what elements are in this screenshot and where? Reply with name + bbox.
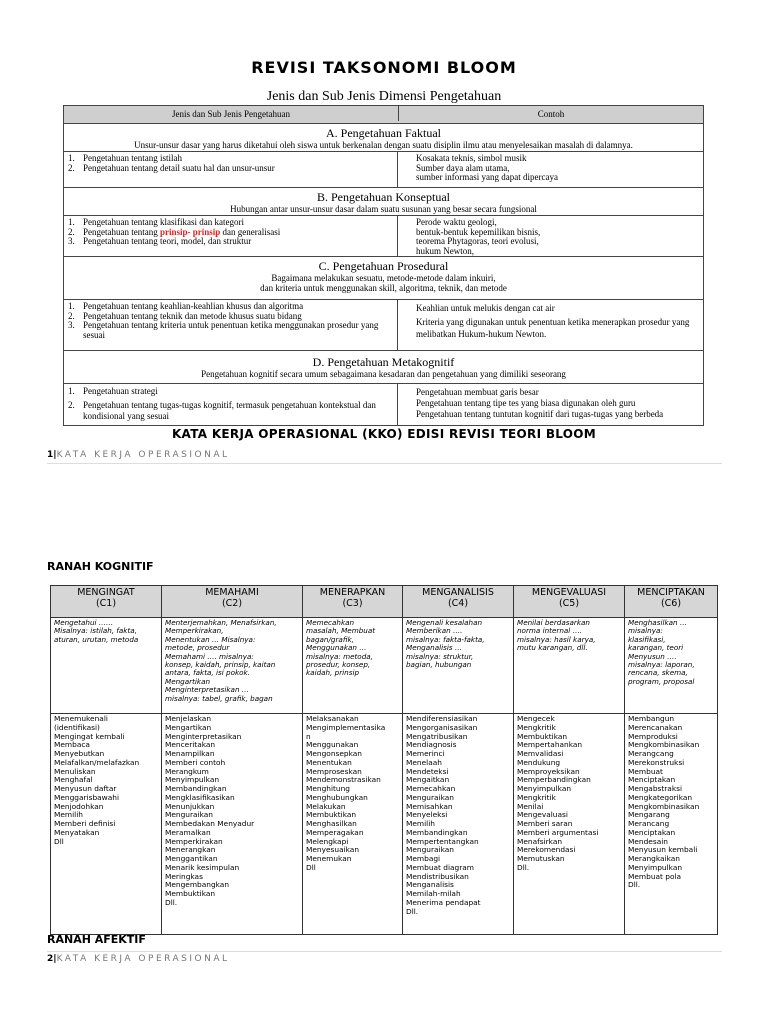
section-d-desc: Pengetahuan kognitif secara umum sebagaimana kesadaran dan pengetahuan yang dimiliki seseorang <box>201 369 566 379</box>
list-item: Menceritakan <box>165 740 216 750</box>
example-line: Menginterpretasikan … <box>165 685 249 695</box>
list-item: Menyesuaikan <box>306 845 360 855</box>
list-item: Mengembangkan <box>165 880 230 890</box>
list-item: Merencanakan <box>628 722 683 732</box>
list-item: 3. Pengetahuan tentang kriteria untuk penentuan ketika menggunakan prosedur yang sesuai <box>68 320 379 340</box>
list-item: Memecahkan <box>406 784 456 793</box>
highlighted-term: prinsip- prinsip <box>159 226 221 237</box>
list-item: Memisahkan <box>406 801 453 811</box>
kko-verb-list <box>162 714 302 934</box>
list-item: Merangcang <box>628 749 674 758</box>
list-item: Memperkirakan <box>165 836 223 846</box>
kko-example-cell <box>51 618 161 714</box>
list-item: Memilah-milah <box>406 889 461 898</box>
list-item: Membandingkan <box>406 827 468 837</box>
list-item: 2. Pengetahuan tentang tugas-tugas kognitif, termasuk pengetahuan kontekstual dan kondisional yang sesuai <box>68 399 376 421</box>
example-line: sumber informasi yang dapat dipercaya <box>416 172 558 182</box>
list-item: Merangkaikan <box>628 854 680 863</box>
list-item: Menyimpulkan <box>517 784 572 793</box>
list-item: Mendemonstrasikan <box>306 775 381 785</box>
kko-level-name: MEMAHAMI <box>205 587 259 598</box>
list-item: Menerangkan <box>165 845 216 855</box>
example-line: Menganalisis … <box>406 643 463 653</box>
list-item: Menentukan <box>306 757 352 767</box>
list-item: Membuat diagram <box>406 862 475 872</box>
list-item: Mengkombinasikan <box>628 801 700 811</box>
list-item: Menyatakan <box>54 827 100 837</box>
list-item: Melakukan <box>306 801 346 811</box>
list-item: Menjodohkan <box>54 801 104 811</box>
page-footer-2: 2|KATA KERJA OPERASIONAL <box>47 954 230 964</box>
example-line: konsep, kaidah, prinsip, kaitan <box>165 660 276 670</box>
list-item: Menggarisbawahi <box>54 792 119 802</box>
section-b-header <box>64 188 703 216</box>
list-item: Mengevaluasi <box>517 810 568 820</box>
list-item: Mempertentangkan <box>406 836 479 846</box>
kko-column-header <box>625 586 717 618</box>
kko-column-mengevaluasi <box>514 586 625 934</box>
example-line: Pengetahuan tentang tipe tes yang biasa digunakan oleh guru <box>416 398 636 408</box>
list-item: 1. Pengetahuan tentang istilah <box>68 153 182 163</box>
list-item: Memproseskan <box>306 766 362 776</box>
example-line: Misalnya: istilah, fakta, <box>54 626 137 636</box>
list-item: Mengecek <box>517 714 555 723</box>
kko-level-code: (C5) <box>558 598 580 609</box>
example-line: misalnya: fakta-fakta, <box>406 634 485 644</box>
list-item: Merekomendasi <box>517 845 576 855</box>
list-item: Mempertahankan <box>517 740 583 750</box>
list-item: Menguraikan <box>406 845 454 855</box>
section-c-title: C. Pengetahuan Prosedural <box>318 259 449 273</box>
example-line: Pengetahuan tentang tuntutan kognitif dari tugas-tugas yang berbeda <box>416 409 664 419</box>
list-item: Menyeleksi <box>406 810 448 820</box>
kko-verb-list <box>51 714 161 934</box>
list-item: Menunjukkan <box>165 801 215 811</box>
example-line: aturan, urutan, metoda <box>54 634 139 644</box>
list-item: Menerima pendapat <box>406 897 481 907</box>
section-a-desc: Unsur-unsur dasar yang harus diketahui oleh siswa untuk berkenalan dengan suatu disiplin ilmu atau menyelesaikan masalah di dalamnya. <box>134 140 633 150</box>
list-item: Menghafal <box>54 775 93 785</box>
list-item: Menyusun daftar <box>54 784 117 793</box>
list-item: Membedakan Menyadur <box>165 819 255 828</box>
list-item: Memberi contoh <box>165 757 226 767</box>
list-item: Menuliskan <box>54 766 96 776</box>
list-item: Memberi definisi <box>54 819 116 828</box>
list-item: Melengkapi <box>306 836 349 846</box>
list-item: Memproduksi <box>628 731 678 741</box>
list-item: Mengkritik <box>517 722 556 732</box>
example-line: Keahlian untuk melukis dengan cat air <box>416 303 555 313</box>
example-line: norma internal …. <box>517 626 583 636</box>
list-item: Menguraikan <box>406 792 454 802</box>
list-item: Menyimpulkan <box>628 862 683 872</box>
example-line: Sumber daya alam utama, <box>416 162 510 173</box>
example-line: misalnya: hasil karya, <box>517 634 596 644</box>
kko-column-header <box>403 586 513 618</box>
example-line: misalnya: <box>628 626 663 636</box>
list-item: 1. Pengetahuan tentang klasifikasi dan kategori <box>68 217 244 227</box>
example-line: Memberikan …. <box>406 626 463 636</box>
list-item: Menyusun kembali <box>628 845 698 855</box>
section-a-header <box>64 124 703 152</box>
list-item: Merangkum <box>165 766 209 776</box>
kko-column-header <box>51 586 161 618</box>
list-item: Memvalidasi <box>517 749 564 758</box>
example-line: masalah, Membuat <box>306 626 376 636</box>
list-item: Dll. <box>165 897 178 907</box>
example-line: Menggunakan … <box>306 643 367 653</box>
list-item: Mengkategorikan <box>628 792 693 802</box>
kko-verb-list <box>303 714 402 934</box>
list-item: Mendeteksi <box>406 766 449 776</box>
section-c-row <box>64 300 703 351</box>
kko-column-menerapkan <box>303 586 403 934</box>
kko-level-code: (C6) <box>660 598 682 609</box>
example-line: Mengartikan <box>165 676 211 686</box>
list-item: Menggantikan <box>165 854 218 863</box>
list-item: n <box>306 731 311 741</box>
list-item: 2. Pengetahuan tentang prinsip- prinsip dan generalisasi <box>68 226 281 237</box>
list-item: Meringkas <box>165 871 203 881</box>
list-item: Membangun <box>628 714 675 723</box>
list-item: Memerinci <box>406 749 445 758</box>
example-line: program, proposal <box>628 676 695 686</box>
section-b-title: B. Pengetahuan Konseptual <box>317 190 450 204</box>
kko-column-menganalisis <box>403 586 514 934</box>
list-item: 3. Pengetahuan tentang teori, model, dan struktur <box>68 236 252 246</box>
example-line: Mengenali kesalahan <box>406 618 483 627</box>
example-line: Memperkirakan, <box>165 626 224 636</box>
list-item: Membuktikan <box>517 731 568 741</box>
list-item: Menafsirkan <box>517 836 563 846</box>
kko-verb-list <box>625 714 717 934</box>
example-line: bagian, hubungan <box>406 660 472 670</box>
kko-level-name: MENCIPTAKAN <box>637 587 705 598</box>
kko-level-name: MENGINGAT <box>77 587 135 598</box>
list-item: Memilih <box>406 819 435 828</box>
example-line: bagan/grafik, <box>306 634 354 644</box>
list-item: Mendesain <box>628 836 668 846</box>
kko-example-cell <box>162 618 302 714</box>
list-item: Memberi argumentasi <box>517 827 599 837</box>
header-contoh: Contoh <box>398 106 703 121</box>
knowledge-dimension-table <box>63 105 704 426</box>
kko-heading: KATA KERJA OPERASIONAL (KKO) EDISI REVISI TEORI BLOOM <box>171 427 597 441</box>
footer-divider <box>47 463 722 464</box>
list-item: Menjelaskan <box>165 714 212 723</box>
example-line: klasifikasi, <box>628 634 666 644</box>
footer-text: KATA KERJA OPERASIONAL <box>56 450 230 460</box>
kko-column-header <box>162 586 302 618</box>
list-item: Menampilkan <box>165 749 215 758</box>
kko-example-cell <box>514 618 624 714</box>
list-item: Mengklasifikasikan <box>165 792 235 802</box>
example-line: misalnya: struktur, <box>406 651 474 661</box>
kko-column-header <box>514 586 624 618</box>
list-item: Dll <box>306 862 316 872</box>
footer-divider <box>47 951 722 952</box>
list-item: Menyebutkan <box>54 749 105 758</box>
list-item: Membuat <box>628 766 663 776</box>
list-item: Dll. <box>406 906 419 916</box>
example-line: rencana, skema, <box>628 668 688 678</box>
list-item: Membagi <box>406 854 441 863</box>
example-line: Kriteria yang digunakan untuk penentuan ketika menerapkan prosedur yang melibatkan Hukum-hukum Newton. <box>416 317 690 339</box>
list-item: 2. Pengetahuan tentang teknik dan metode khusus suatu bidang <box>68 310 302 321</box>
section-c-header <box>64 257 703 300</box>
list-item: Memproyeksikan <box>517 766 580 776</box>
example-line: Memecahkan <box>306 618 355 627</box>
kko-verb-list <box>403 714 513 934</box>
list-item: 1. Pengetahuan tentang keahlian-keahlian khusus dan algoritma <box>68 301 304 311</box>
section-a-row <box>64 152 703 188</box>
ranah-afektif-heading: RANAH AFEKTIF <box>47 933 146 946</box>
list-item: Membaca <box>54 740 90 750</box>
list-item: Mendistribusikan <box>406 871 469 881</box>
example-line: Menilai berdasarkan <box>517 618 590 627</box>
example-line: karangan, teori <box>628 643 684 653</box>
list-item: Dll. <box>517 862 530 872</box>
section-c-desc: dan kriteria untuk menggunakan skill, algoritma, teknik, dan metode <box>260 282 507 293</box>
kko-example-cell <box>303 618 402 714</box>
list-item: Menginterpretasikan <box>165 731 242 741</box>
kko-level-name: MENERAPKAN <box>319 587 386 598</box>
example-line: bentuk-bentuk kepemilikan bisnis, <box>416 226 541 237</box>
example-line: kaidah, prinsip <box>306 668 360 678</box>
kko-verb-list <box>514 714 624 934</box>
list-item: Memperbandingkan <box>517 775 591 785</box>
list-item: Mengaitkan <box>406 775 450 785</box>
list-item: Meramalkan <box>165 827 211 837</box>
list-item: Mengingat kembali <box>54 731 125 741</box>
header-jenis: Jenis dan Sub Jenis Pengetahuan <box>172 109 290 119</box>
list-item: Menciptakan <box>628 775 676 785</box>
example-line: prosedur, konsep, <box>306 660 371 670</box>
list-item: Menyimpulkan <box>165 775 220 785</box>
list-item: Menggunakan <box>306 740 359 750</box>
dimension-table-subtitle: Jenis dan Sub Jenis Dimensi Pengetahuan <box>266 89 502 104</box>
list-item: Mengonsepkan <box>306 749 362 758</box>
section-c-desc: Bagaimana melakukan sesuatu, metode-metode dalam inkuiri, <box>271 273 496 283</box>
example-line: teorema Phytagoras, teori evolusi, <box>416 236 539 246</box>
example-line: mutu karangan, dll. <box>517 643 588 653</box>
section-d-title: D. Pengetahuan Metakognitif <box>312 355 455 369</box>
list-item: Mengatribusikan <box>406 731 468 741</box>
list-item: Menghasilkan <box>306 819 357 828</box>
list-item: Membuktikan <box>306 810 357 820</box>
list-item: Memperagakan <box>306 827 364 837</box>
kko-level-code: (C4) <box>447 598 469 609</box>
example-line: Perode waktu geologi, <box>416 217 497 227</box>
list-item: Melaksanakan <box>306 714 359 723</box>
kko-column-header <box>303 586 402 618</box>
kko-level-code: (C2) <box>221 598 243 609</box>
section-b-row <box>64 216 703 257</box>
table-header-row <box>64 106 703 124</box>
list-item: Dll. <box>628 880 641 890</box>
list-item: Mengabstraksi <box>628 784 683 793</box>
example-line: misalnya: tabel, grafik, bagan <box>165 693 273 703</box>
list-item: (identifikasi) <box>54 722 100 732</box>
page-number: 1 <box>47 450 54 460</box>
example-line: Menghasilkan … <box>628 618 688 627</box>
example-line: misalnya: laporan, <box>628 660 695 670</box>
list-item: Menelaah <box>406 757 442 767</box>
list-item: Membuktikan <box>165 889 216 898</box>
page-number: 2 <box>47 954 54 964</box>
list-item: Mendiagnosis <box>406 740 457 750</box>
example-line: misalnya: metoda, <box>306 651 373 661</box>
example-line: Memahami …. misalnya: <box>165 651 254 661</box>
example-line: Menentukan … Misalnya: <box>165 634 256 644</box>
list-item: Merekonstruksi <box>628 757 685 767</box>
kko-level-code: (C1) <box>95 598 117 609</box>
list-item: Membandingkan <box>165 784 227 793</box>
list-item: Memilih <box>54 810 83 820</box>
list-item: Menemukenali <box>54 714 108 723</box>
list-item: Menarik kesimpulan <box>165 862 240 872</box>
document-title: REVISI TAKSONOMI BLOOM <box>251 58 517 77</box>
footer-text: KATA KERJA OPERASIONAL <box>56 954 230 964</box>
kko-level-name: MENGANALISIS <box>422 587 494 598</box>
example-line: Kosakata teknis, simbol musik <box>416 153 527 163</box>
list-item: Mengimplementasika <box>306 722 386 732</box>
kko-column-mengingat <box>51 586 162 934</box>
list-item: 1. Pengetahuan strategi <box>68 386 158 396</box>
list-item: Mengarang <box>628 810 670 820</box>
section-a-title: A. Pengetahuan Faktual <box>326 126 441 140</box>
kko-table <box>50 585 718 935</box>
list-item: Memutuskan <box>517 854 565 863</box>
section-b-desc: Hubungan antar unsur-unsur dasar dalam suatu susunan yang besar secara fungsional <box>230 204 537 214</box>
list-item: Merancang <box>628 819 670 828</box>
list-item: Mengkritik <box>517 792 556 802</box>
list-item: Dll <box>54 836 64 846</box>
ranah-kognitif-heading: RANAH KOGNITIF <box>47 560 154 573</box>
example-line: antara, fakta, isi pokok. <box>165 668 250 678</box>
list-item: Menganalisis <box>406 880 454 890</box>
kko-example-cell <box>403 618 513 714</box>
list-item: Mendiferensiasikan <box>406 714 478 723</box>
page-footer-1: 1|KATA KERJA OPERASIONAL <box>47 450 230 460</box>
list-item: Melafalkan/melafazkan <box>54 757 140 767</box>
list-item: Memberi saran <box>517 819 573 828</box>
list-item: Mengkombinasikan <box>628 740 700 750</box>
kko-level-name: MENGEVALUASI <box>531 587 607 598</box>
example-line: Mengetahui …… <box>54 618 114 627</box>
example-line: Pengetahuan membuat garis besar <box>416 387 539 397</box>
kko-column-memahami <box>162 586 303 934</box>
kko-level-code: (C3) <box>342 598 363 609</box>
list-item: Menguraikan <box>165 810 213 820</box>
list-item: 2. Pengetahuan tentang detail suatu hal dan unsur-unsur <box>68 162 275 173</box>
list-item: Menemukan <box>306 854 352 863</box>
example-line: Menyusun …. <box>628 651 677 661</box>
section-d-header <box>64 351 703 384</box>
list-item: Mengorganisasikan <box>406 722 478 732</box>
list-item: Membuat pola <box>628 871 682 881</box>
kko-example-cell <box>625 618 717 714</box>
list-item: Mendukung <box>517 757 561 767</box>
example-line: hukum Newton, <box>416 245 474 256</box>
example-line: Menterjemahkan, Menafsirkan, <box>165 618 277 627</box>
example-line: metode, prosedur <box>165 643 230 653</box>
list-item: Menghubungkan <box>306 792 368 802</box>
kko-column-menciptakan <box>625 586 717 934</box>
list-item: Menciptakan <box>628 827 676 837</box>
list-item: Mengartikan <box>165 722 212 732</box>
section-d-row <box>64 384 703 426</box>
list-item: Menilai <box>517 801 544 811</box>
list-item: Menghitung <box>306 784 350 793</box>
